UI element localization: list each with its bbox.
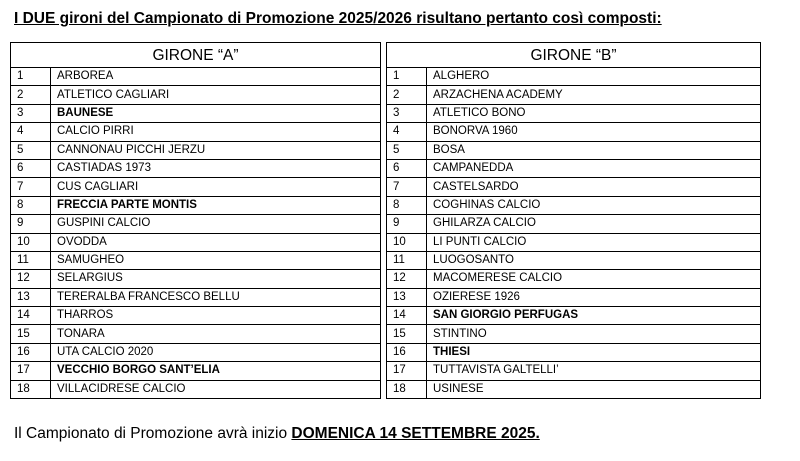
groups-table (10, 42, 761, 399)
girone-a-number: 12 (11, 270, 51, 288)
girone-a-team: THARROS (51, 307, 381, 325)
table-row (11, 86, 761, 104)
girone-b-number: 12 (387, 270, 427, 288)
girone-a-team: CASTIADAS 1973 (51, 159, 381, 177)
girone-a-team: ARBOREA (51, 68, 381, 86)
girone-a-team: CUS CAGLIARI (51, 178, 381, 196)
girone-a-number: 1 (11, 68, 51, 86)
girone-a-number: 7 (11, 178, 51, 196)
girone-b-team: MACOMERESE CALCIO (427, 270, 761, 288)
girone-a-number: 2 (11, 86, 51, 104)
girone-b-title: GIRONE “B” (387, 43, 761, 68)
girone-a-team: BAUNESE (51, 104, 381, 122)
girone-b-team: GHILARZA CALCIO (427, 215, 761, 233)
girone-b-number: 14 (387, 307, 427, 325)
table-row (11, 380, 761, 398)
table-row (11, 141, 761, 159)
girone-b-team: THIESI (427, 343, 761, 361)
table-row (11, 288, 761, 306)
girone-a-number: 16 (11, 343, 51, 361)
girone-a-number: 10 (11, 233, 51, 251)
girone-a-team: FRECCIA PARTE MONTIS (51, 196, 381, 214)
girone-b-number: 16 (387, 343, 427, 361)
girone-b-number: 18 (387, 380, 427, 398)
start-note-date: DOMENICA 14 SETTEMBRE 2025. (291, 425, 540, 442)
girone-b-number: 13 (387, 288, 427, 306)
heading-text: I DUE gironi del Campionato di Promozione 2025/2026 risultano pertanto così composti: (14, 10, 662, 27)
girone-a-number: 11 (11, 251, 51, 269)
girone-b-team: SAN GIORGIO PERFUGAS (427, 307, 761, 325)
girone-a-team: OVODDA (51, 233, 381, 251)
girone-a-team: CANNONAU PICCHI JERZU (51, 141, 381, 159)
girone-b-team: ARZACHENA ACADEMY (427, 86, 761, 104)
girone-a-number: 13 (11, 288, 51, 306)
girone-b-team: BOSA (427, 141, 761, 159)
girone-b-team: USINESE (427, 380, 761, 398)
girone-a-number: 5 (11, 141, 51, 159)
girone-a-number: 9 (11, 215, 51, 233)
girone-b-number: 9 (387, 215, 427, 233)
girone-a-title: GIRONE “A” (11, 43, 381, 68)
table-row (11, 343, 761, 361)
girone-b-team: LI PUNTI CALCIO (427, 233, 761, 251)
girone-a-team: VILLACIDRESE CALCIO (51, 380, 381, 398)
girone-b-number: 8 (387, 196, 427, 214)
girone-b-number: 5 (387, 141, 427, 159)
girone-b-team: CAMPANEDDA (427, 159, 761, 177)
table-row (11, 362, 761, 380)
girone-b-team: OZIERESE 1926 (427, 288, 761, 306)
girone-b-number: 11 (387, 251, 427, 269)
girone-b-team: COGHINAS CALCIO (427, 196, 761, 214)
girone-a-team: ATLETICO CAGLIARI (51, 86, 381, 104)
groups-header-row (11, 43, 761, 68)
girone-a-number: 15 (11, 325, 51, 343)
document-heading (14, 10, 662, 28)
girone-a-team: TERERALBA FRANCESCO BELLU (51, 288, 381, 306)
girone-b-team: STINTINO (427, 325, 761, 343)
girone-a-number: 14 (11, 307, 51, 325)
girone-a-team: GUSPINI CALCIO (51, 215, 381, 233)
table-row (11, 270, 761, 288)
girone-b-team: ATLETICO BONO (427, 104, 761, 122)
table-row (11, 159, 761, 177)
girone-a-team: CALCIO PIRRI (51, 123, 381, 141)
table-row (11, 104, 761, 122)
girone-a-team: SELARGIUS (51, 270, 381, 288)
girone-b-number: 4 (387, 123, 427, 141)
table-row (11, 233, 761, 251)
girone-b-number: 15 (387, 325, 427, 343)
table-row (11, 325, 761, 343)
girone-b-number: 10 (387, 233, 427, 251)
girone-a-number: 18 (11, 380, 51, 398)
girone-b-team: CASTELSARDO (427, 178, 761, 196)
girone-b-number: 3 (387, 104, 427, 122)
girone-a-team: TONARA (51, 325, 381, 343)
girone-b-team: LUOGOSANTO (427, 251, 761, 269)
start-note-prefix: Il Campionato di Promozione avrà inizio (14, 425, 292, 442)
table-row (11, 178, 761, 196)
table-row (11, 196, 761, 214)
girone-b-team: ALGHERO (427, 68, 761, 86)
girone-a-team: VECCHIO BORGO SANT’ELIA (51, 362, 381, 380)
girone-b-number: 6 (387, 159, 427, 177)
table-row (11, 307, 761, 325)
girone-b-number: 7 (387, 178, 427, 196)
girone-a-team: SAMUGHEO (51, 251, 381, 269)
girone-b-team: BONORVA 1960 (427, 123, 761, 141)
girone-a-number: 8 (11, 196, 51, 214)
table-row (11, 251, 761, 269)
start-date-note (14, 425, 540, 443)
girone-b-number: 2 (387, 86, 427, 104)
table-row (11, 123, 761, 141)
table-row (11, 68, 761, 86)
girone-a-number: 3 (11, 104, 51, 122)
girone-a-number: 6 (11, 159, 51, 177)
groups-table-body (11, 68, 761, 399)
girone-b-number: 17 (387, 362, 427, 380)
girone-a-team: UTA CALCIO 2020 (51, 343, 381, 361)
girone-a-number: 17 (11, 362, 51, 380)
girone-a-number: 4 (11, 123, 51, 141)
girone-b-team: TUTTAVISTA GALTELLI’ (427, 362, 761, 380)
table-row (11, 215, 761, 233)
girone-b-number: 1 (387, 68, 427, 86)
